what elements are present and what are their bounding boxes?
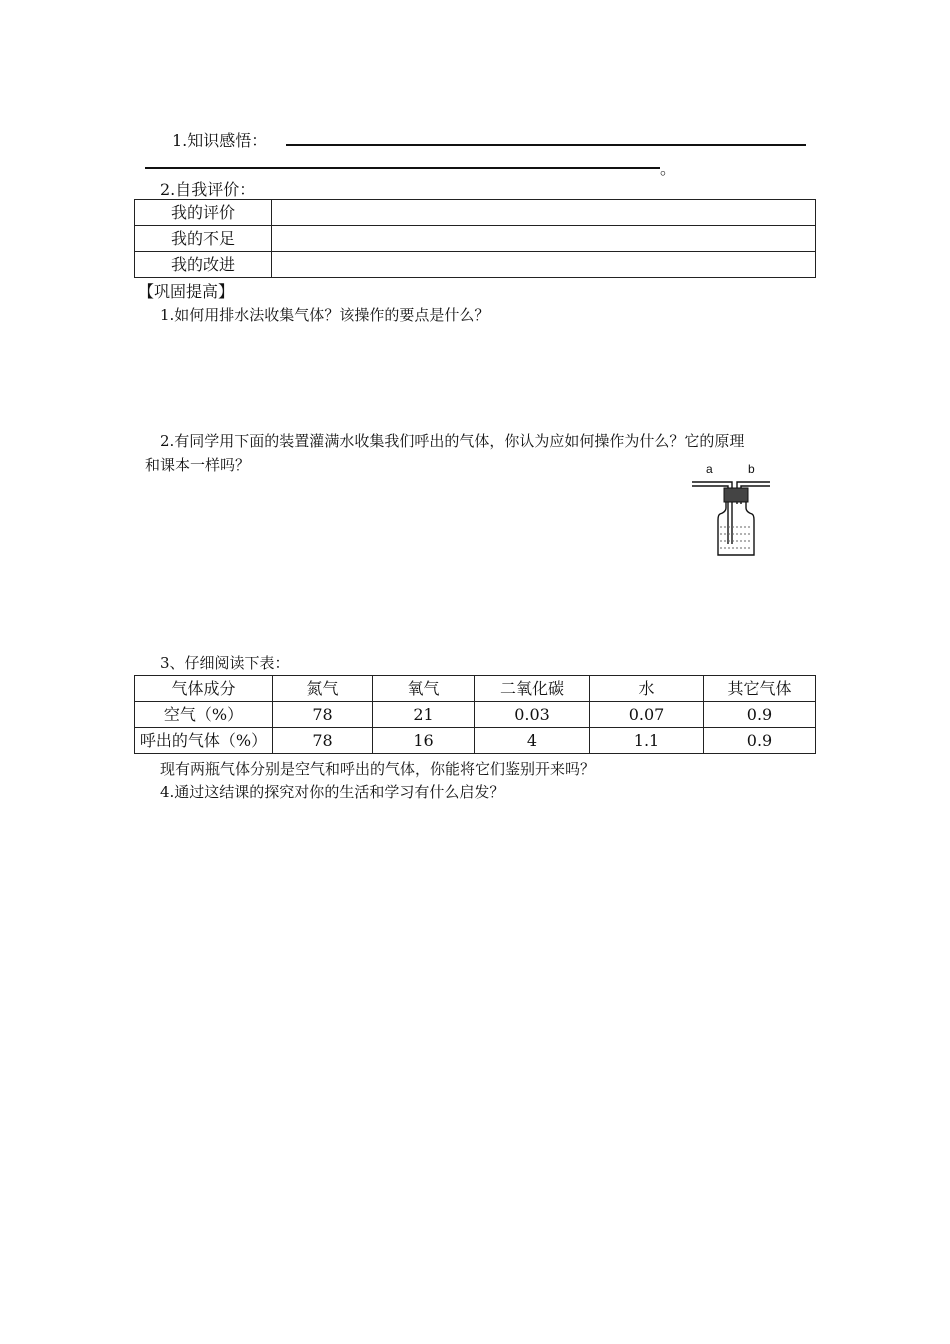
table-cell: 0.03 — [475, 702, 590, 728]
header-cell: 其它气体 — [704, 676, 816, 702]
header-cell: 气体成分 — [135, 676, 273, 702]
rubber-stopper — [724, 488, 748, 502]
question-3-followup: 现有两瓶气体分别是空气和呼出的气体，你能将它们鉴别开来吗？ — [160, 760, 596, 778]
tube-label-b: b — [748, 462, 755, 476]
water-level — [720, 527, 752, 548]
table-cell: 21 — [373, 702, 475, 728]
question-2-line-1: 2.有同学用下面的装置灌满水收集我们呼出的气体，你认为应如何操作为什么？它的原理 — [160, 432, 745, 450]
table-cell: 呼出的气体（%） — [135, 728, 273, 754]
bottle-outline — [718, 502, 754, 555]
header-cell: 氧气 — [373, 676, 475, 702]
section-heading: 【巩固提高】 — [138, 282, 235, 301]
row-label: 我的不足 — [135, 226, 272, 252]
table-header-row — [135, 676, 816, 702]
table-row — [135, 252, 816, 278]
header-cell: 二氧化碳 — [475, 676, 590, 702]
question-4: 4.通过这结课的探究对你的生活和学习有什么启发？ — [160, 783, 505, 801]
table-cell: 4 — [475, 728, 590, 754]
end-mark: 。 — [660, 159, 677, 178]
table-cell: 78 — [273, 702, 373, 728]
table-row — [135, 226, 816, 252]
question-3-intro: 3、仔细阅读下表： — [160, 654, 290, 672]
answer-cell[interactable] — [272, 252, 816, 278]
table-cell: 0.9 — [704, 702, 816, 728]
table-row — [135, 702, 816, 728]
tube-label-a: a — [706, 462, 713, 476]
answer-cell[interactable] — [272, 226, 816, 252]
table-cell: 16 — [373, 728, 475, 754]
answer-line — [286, 144, 806, 146]
table-row — [135, 200, 816, 226]
gas-composition-table — [134, 675, 816, 754]
table-row — [135, 728, 816, 754]
self-evaluation-label: 2.自我评价： — [160, 180, 256, 199]
answer-line — [145, 167, 660, 169]
row-label: 我的评价 — [135, 200, 272, 226]
header-cell: 氮气 — [273, 676, 373, 702]
question-1: 1.如何用排水法收集气体？该操作的要点是什么？ — [160, 306, 490, 324]
header-cell: 水 — [590, 676, 704, 702]
answer-cell[interactable] — [272, 200, 816, 226]
table-cell: 0.07 — [590, 702, 704, 728]
row-label: 我的改进 — [135, 252, 272, 278]
question-2-line-2: 和课本一样吗？ — [145, 456, 251, 474]
gas-bottle-apparatus-figure — [688, 460, 774, 560]
table-cell: 0.9 — [704, 728, 816, 754]
table-cell: 1.1 — [590, 728, 704, 754]
self-evaluation-table — [134, 199, 816, 278]
table-cell: 空气（%） — [135, 702, 273, 728]
table-cell: 78 — [273, 728, 373, 754]
knowledge-reflection-label: 1.知识感悟： — [172, 131, 268, 150]
